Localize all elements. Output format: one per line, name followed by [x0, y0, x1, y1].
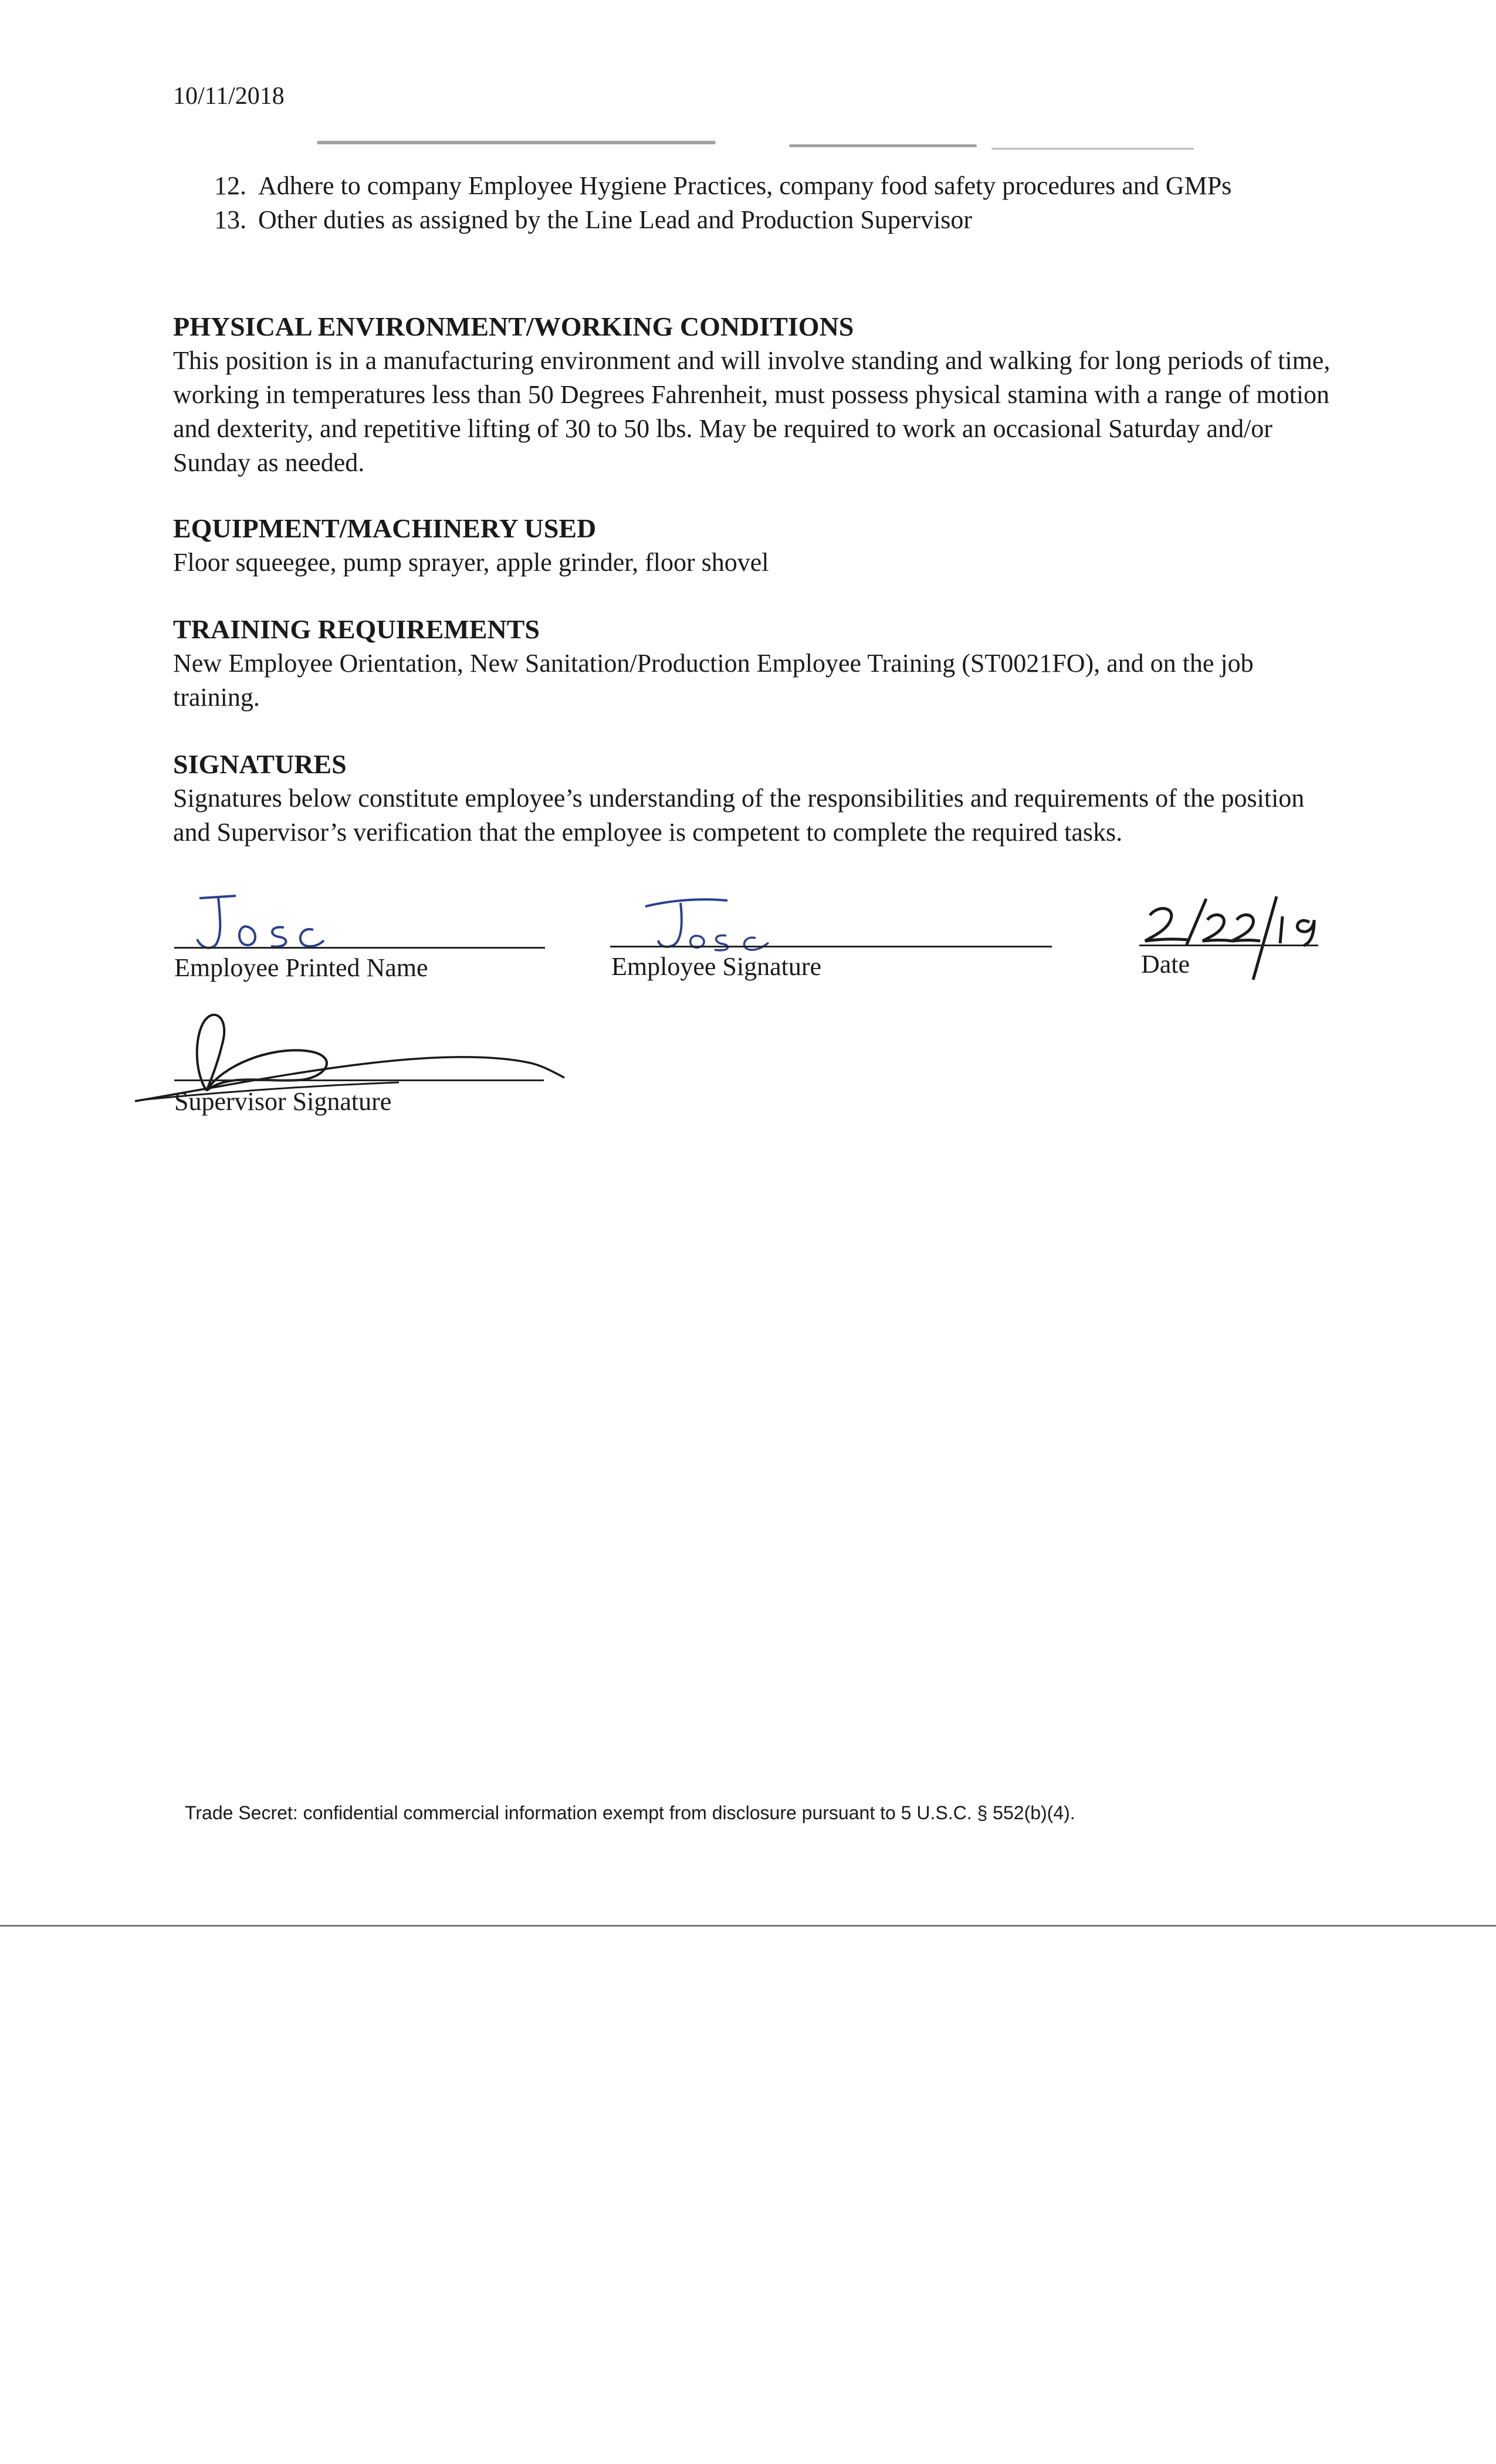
- list-text: Adhere to company Employee Hygiene Practices, company food safety procedures and GMPs: [258, 171, 1232, 200]
- employee-signature-svg: [639, 895, 780, 953]
- section-heading: SIGNATURES: [173, 749, 347, 779]
- equipment-section: [173, 512, 1335, 580]
- printed-name-line: [174, 947, 545, 949]
- printed-name-svg: [188, 889, 340, 953]
- date-line: [1139, 945, 1318, 946]
- section-heading: TRAINING REQUIREMENTS: [173, 614, 540, 644]
- section-body: Floor squeegee, pump sprayer, apple grinder, floor shovel: [173, 548, 769, 577]
- section-body: This position is in a manufacturing environment and will involve standing and walking for long periods of time, working in temperatures less than 50 Degrees Fahrenheit, must possess physical stamina with a range of motion and dexterity, and repetitive lifting of 30 to 50 lbs. May be required to work an occasional Saturday and/or Sunday as needed.: [173, 346, 1331, 477]
- printed-name-label: Employee Printed Name: [174, 953, 428, 982]
- section-body: New Employee Orientation, New Sanitation/Production Employee Training (ST0021FO), and on the job training.: [173, 649, 1254, 712]
- list-text: Other duties as assigned by the Line Lead and Production Supervisor: [258, 205, 973, 234]
- printed-name-handwriting: [188, 889, 340, 953]
- scan-edge-line: [0, 1925, 1496, 1927]
- physical-environment-section: [173, 310, 1335, 480]
- supervisor-signature-label: Supervisor Signature: [174, 1087, 392, 1116]
- trade-secret-notice: Trade Secret: confidential commercial information exempt from disclosure pursuant to 5 U.S.C. § 552(b)(4).: [185, 1802, 1075, 1823]
- date-label: Date: [1141, 950, 1190, 979]
- section-heading: PHYSICAL ENVIRONMENT/WORKING CONDITIONS: [173, 312, 854, 341]
- list-number: 12.: [214, 171, 246, 200]
- training-section: [173, 612, 1335, 715]
- list-item: [214, 203, 1317, 237]
- employee-signature-handwriting: [639, 895, 780, 953]
- list-item: [214, 169, 1317, 203]
- signatures-section: [173, 747, 1335, 849]
- scan-artifact: [789, 144, 977, 147]
- document-date: 10/11/2018: [173, 83, 285, 110]
- scan-artifact: [317, 141, 716, 144]
- section-body: Signatures below constitute employee’s understanding of the responsibilities and requirements of the position and Supervisor’s verification that the employee is competent to complete the required tasks.: [173, 784, 1305, 847]
- section-heading: EQUIPMENT/MACHINERY USED: [173, 513, 597, 543]
- supervisor-signature-line: [174, 1079, 544, 1081]
- employee-signature-label: Employee Signature: [611, 952, 822, 981]
- duties-list: [214, 169, 1317, 237]
- employee-signature-line: [610, 946, 1052, 947]
- list-number: 13.: [214, 205, 246, 234]
- scan-artifact: [991, 148, 1194, 150]
